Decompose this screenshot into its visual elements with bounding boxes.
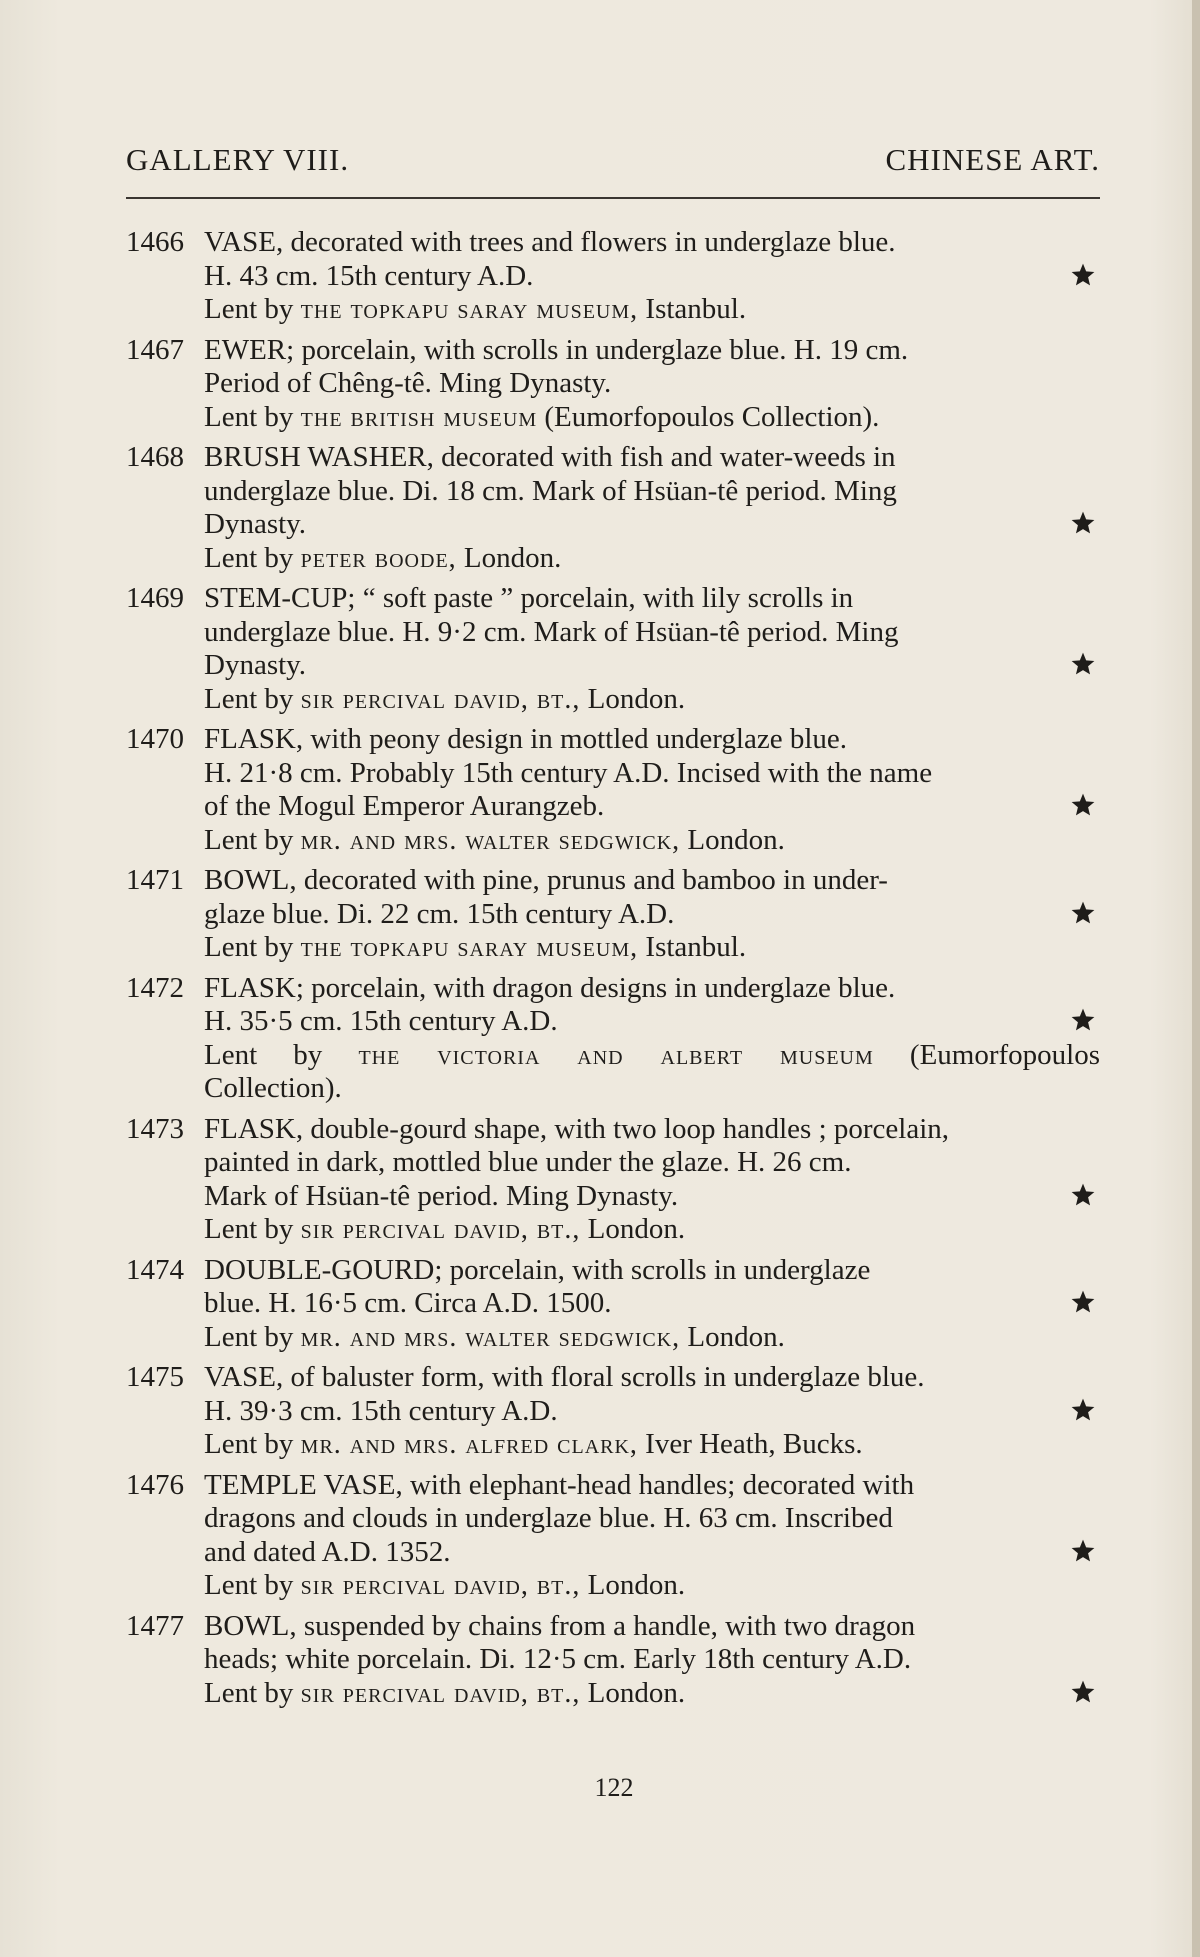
entry-description-line: [204, 1536, 1100, 1570]
catalogue-entry: [126, 1469, 1100, 1603]
entry-description-line: [204, 226, 1100, 260]
description-text: STEM-CUP; “ soft paste ” porcelain, with lily scrolls in: [204, 582, 854, 614]
entry-number: 1477: [126, 1609, 184, 1642]
lender-suffix: London.: [580, 1213, 686, 1245]
lender-name: the victoria and albert museum: [358, 1039, 874, 1071]
entry-description-line: [204, 1469, 1100, 1503]
entry-description-line: [204, 1287, 1100, 1321]
lender-line: [204, 1039, 1100, 1073]
entry-description-line: [204, 441, 1100, 475]
entry-description-line: [204, 1113, 1100, 1147]
lender-name: the topkapu saray museum,: [300, 932, 639, 963]
entry-number: 1473: [126, 1112, 184, 1145]
lender-line: [204, 1428, 1100, 1462]
description-text: VASE, of baluster form, with floral scrolls in underglaze blue.: [204, 1361, 925, 1393]
star-icon: [1070, 651, 1098, 679]
lender-prefix: Lent by: [204, 293, 301, 325]
lender-continuation: Collection).: [204, 1072, 342, 1104]
star-icon: [1070, 900, 1098, 928]
description-text: H. 39·3 cm. 15th century A.D.: [204, 1394, 558, 1427]
catalogue-entry: [126, 1254, 1100, 1355]
star-icon: [1070, 1289, 1098, 1317]
description-text: BRUSH WASHER, decorated with fish and water-weeds in: [204, 441, 896, 473]
entry-description-line: [204, 582, 1100, 616]
lender-line: [204, 1569, 1100, 1603]
entry-number: 1472: [126, 971, 184, 1004]
description-text: and dated A.D. 1352.: [204, 1535, 451, 1568]
lender-line: [204, 1321, 1100, 1355]
lender-suffix: London.: [580, 1569, 686, 1601]
entry-number: 1475: [126, 1361, 184, 1393]
catalogue-entry: [126, 226, 1100, 327]
entry-description-line: [204, 475, 1100, 509]
lender-suffix: London.: [580, 682, 686, 715]
catalogue-entry: [126, 1610, 1100, 1711]
entry-description-line: [204, 1610, 1100, 1644]
entry-description-line: [204, 972, 1100, 1006]
entry-description-line: [204, 367, 1100, 401]
entry-number: 1470: [126, 723, 184, 755]
entry-description-line: [204, 1180, 1100, 1214]
entry-body: [204, 1610, 1100, 1711]
entry-description-line: [204, 508, 1100, 542]
entry-description-line: [204, 898, 1100, 932]
entry-body: [204, 334, 1100, 435]
catalogue-entry: [126, 864, 1100, 965]
entry-number: 1469: [126, 582, 184, 614]
page-number-footer: [0, 1773, 1200, 1803]
entry-description-line: [204, 790, 1100, 824]
description-text: blue. H. 16·5 cm. Circa A.D. 1500.: [204, 1287, 612, 1319]
lender-prefix: Lent by: [204, 1320, 301, 1353]
lender-name: sir percival david, bt.,: [300, 1677, 581, 1709]
entry-body: [204, 226, 1100, 327]
lender-suffix: Iver Heath, Bucks.: [637, 1428, 863, 1460]
star-icon: [1070, 792, 1098, 820]
entry-body: [204, 972, 1100, 1106]
description-text: H. 35·5 cm. 15th century A.D.: [204, 1005, 558, 1037]
lender-prefix: Lent by: [204, 541, 301, 574]
description-text: VASE, decorated with trees and flowers in underglaze blue.: [204, 226, 896, 258]
entry-number: 1474: [126, 1253, 184, 1286]
description-text: underglaze blue. H. 9·2 cm. Mark of Hsüan-tê period. Ming: [204, 615, 899, 648]
lender-line: [204, 1213, 1100, 1247]
page-number: 122: [594, 1773, 634, 1802]
lender-suffix: London.: [680, 823, 785, 856]
description-text: dragons and clouds in underglaze blue. H. 63 cm. Inscribed: [204, 1502, 893, 1534]
lender-line: [204, 683, 1100, 717]
entry-body: [204, 1254, 1100, 1355]
lender-suffix: (Eumorfopoulos Collection).: [537, 400, 880, 433]
entry-number: 1471: [126, 864, 184, 896]
entry-description-line: [204, 864, 1100, 898]
lender-name: sir percival david, bt.,: [300, 683, 581, 715]
star-icon: [1070, 262, 1098, 290]
header-rule: [126, 197, 1100, 199]
lender-line: [204, 401, 1100, 435]
description-text: H. 43 cm. 15th century A.D.: [204, 259, 534, 292]
catalogue-entries: [126, 226, 1100, 1717]
catalogue-entry: [126, 1113, 1100, 1247]
lender-line: [204, 1677, 1100, 1711]
entry-description-line: [204, 649, 1100, 683]
description-text: BOWL, suspended by chains from a handle, with two dragon: [204, 1609, 916, 1642]
entry-description-line: [204, 1146, 1100, 1180]
entry-body: [204, 723, 1100, 857]
lender-line: [204, 542, 1100, 576]
description-text: underglaze blue. Di. 18 cm. Mark of Hsüan-tê period. Ming: [204, 474, 897, 507]
lender-name: mr. and mrs. alfred clark,: [300, 1429, 638, 1460]
description-text: H. 21·8 cm. Probably 15th century A.D. Incised with the name: [204, 756, 933, 789]
description-text: painted in dark, mottled blue under the glaze. H. 26 cm.: [204, 1146, 852, 1178]
entry-description-line: [204, 334, 1100, 368]
description-text: FLASK; porcelain, with dragon designs in underglaze blue.: [204, 971, 896, 1004]
header-section: CHINESE ART.: [885, 142, 1100, 177]
lender-suffix: London.: [580, 1676, 686, 1709]
entry-description-line: [204, 1005, 1100, 1039]
entry-description-line: [204, 1502, 1100, 1536]
entry-description-line: [204, 757, 1100, 791]
lender-suffix: Istanbul.: [638, 293, 747, 325]
lender-name: sir percival david, bt.,: [300, 1214, 581, 1245]
catalogue-entry: [126, 1361, 1100, 1462]
lender-prefix: Lent by: [204, 1213, 301, 1245]
lender-name: peter boode,: [300, 542, 457, 574]
entry-description-line: [204, 1254, 1100, 1288]
catalogue-entry: [126, 334, 1100, 435]
catalogue-entry: [126, 582, 1100, 716]
entry-description-line: [204, 260, 1100, 294]
description-text: EWER; porcelain, with scrolls in underglaze blue. H. 19 cm.: [204, 333, 909, 366]
description-text: Dynasty.: [204, 649, 307, 681]
description-text: FLASK, double-gourd shape, with two loop handles ; porcelain,: [204, 1112, 950, 1145]
entry-body: [204, 1113, 1100, 1247]
description-text: of the Mogul Emperor Aurangzeb.: [204, 790, 605, 822]
lender-prefix: Lent by: [204, 682, 301, 715]
header-gallery: GALLERY VIII.: [126, 142, 350, 177]
catalogue-entry: [126, 972, 1100, 1106]
description-text: glaze blue. Di. 22 cm. 15th century A.D.: [204, 897, 675, 930]
lender-suffix: London.: [456, 541, 562, 574]
description-text: BOWL, decorated with pine, prunus and bamboo in under-: [204, 864, 888, 896]
lender-line: [204, 293, 1100, 327]
lender-name: the topkapu saray museum,: [300, 294, 639, 325]
entry-number: 1468: [126, 441, 184, 473]
lender-line: [204, 931, 1100, 965]
entry-description-line: [204, 1361, 1100, 1395]
entry-number: 1466: [126, 226, 184, 258]
description-text: FLASK, with peony design in mottled underglaze blue.: [204, 723, 848, 755]
lender-suffix: Istanbul.: [638, 931, 747, 963]
description-text: TEMPLE VASE, with elephant-head handles; decorated with: [204, 1468, 915, 1501]
description-text: heads; white porcelain. Di. 12·5 cm. Early 18th century A.D.: [204, 1643, 912, 1675]
star-icon: [1070, 510, 1098, 538]
lender-prefix: Lent by: [204, 400, 301, 433]
catalogue-entry: [126, 723, 1100, 857]
entry-body: [204, 441, 1100, 575]
lender-prefix: Lent by: [204, 1676, 301, 1709]
entry-description-line: [204, 1395, 1100, 1429]
page-edge: [1192, 0, 1200, 1957]
entry-description-line: [204, 616, 1100, 650]
lender-name: mr. and mrs. walter sedgwick,: [300, 824, 681, 856]
star-icon: [1070, 1182, 1098, 1210]
lender-name: the british museum: [300, 401, 538, 433]
entry-number: 1467: [126, 333, 184, 366]
lender-suffix: London.: [680, 1320, 785, 1353]
lender-prefix: Lent by: [204, 1428, 301, 1460]
running-header: [126, 142, 1100, 182]
star-icon: [1070, 1397, 1098, 1425]
lender-suffix: (Eumorfopoulos: [873, 1038, 1100, 1071]
lender-name: sir percival david, bt.,: [300, 1570, 581, 1601]
entry-description-line: [204, 723, 1100, 757]
entry-body: [204, 864, 1100, 965]
entry-body: [204, 582, 1100, 716]
lender-prefix: Lent by: [204, 823, 301, 856]
description-text: Dynasty.: [204, 508, 307, 540]
star-icon: [1070, 1007, 1098, 1035]
entry-description-line: [204, 1643, 1100, 1677]
description-text: Period of Chêng-tê. Ming Dynasty.: [204, 367, 612, 399]
lender-prefix: Lent by: [204, 1569, 301, 1601]
description-text: Mark of Hsüan-tê period. Ming Dynasty.: [204, 1179, 679, 1212]
entry-number: 1476: [126, 1468, 184, 1501]
star-icon: [1070, 1679, 1098, 1707]
lender-prefix: Lent by: [204, 1038, 359, 1071]
lender-prefix: Lent by: [204, 931, 301, 963]
entry-body: [204, 1361, 1100, 1462]
description-text: DOUBLE-GOURD; porcelain, with scrolls in underglaze: [204, 1253, 871, 1286]
lender-line: [204, 824, 1100, 858]
catalogue-entry: [126, 441, 1100, 575]
entry-body: [204, 1469, 1100, 1603]
lender-name: mr. and mrs. walter sedgwick,: [300, 1321, 681, 1353]
star-icon: [1070, 1538, 1098, 1566]
